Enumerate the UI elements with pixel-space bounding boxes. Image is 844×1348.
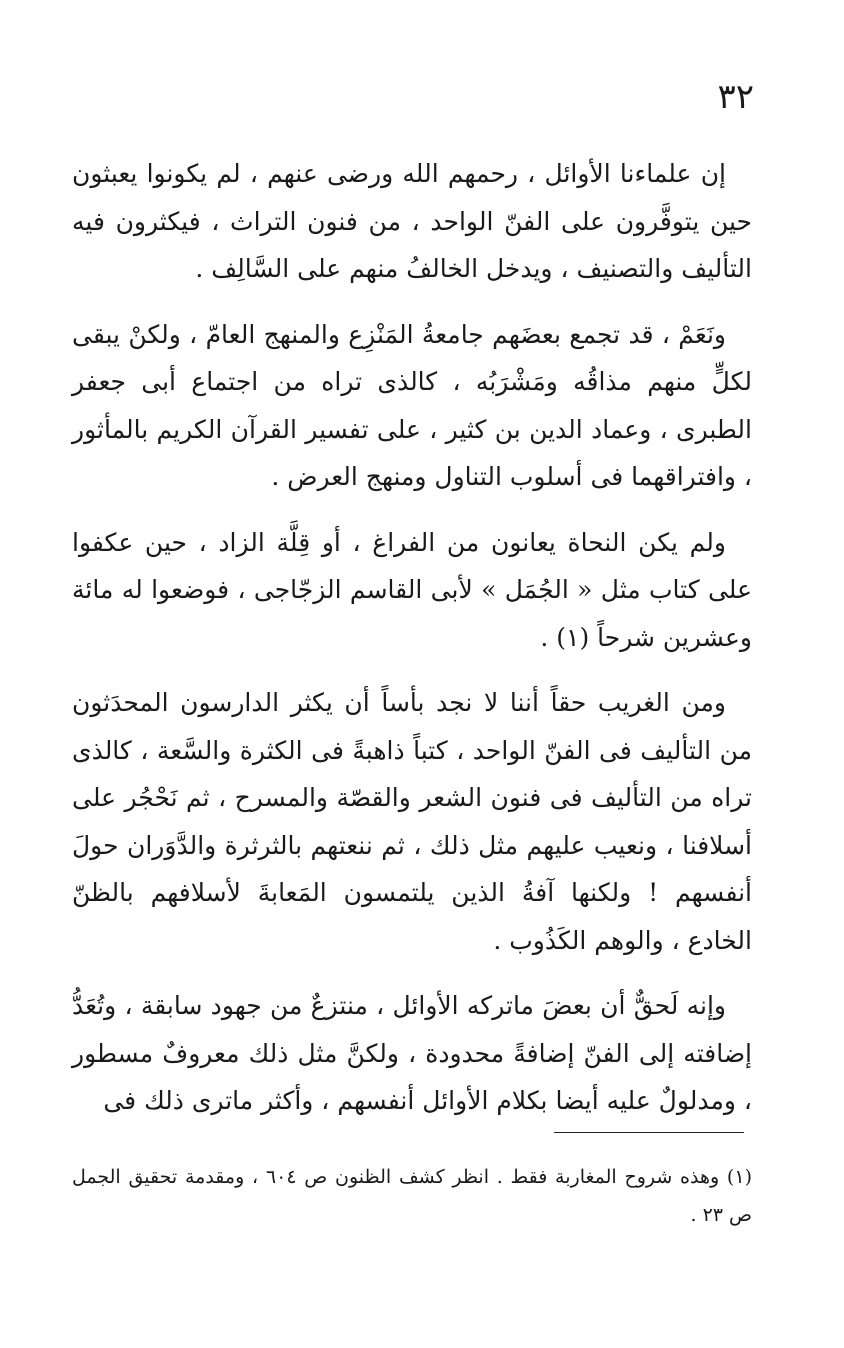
page-number: ٣٢ — [717, 77, 754, 117]
main-text — [72, 150, 752, 1143]
paragraph-5: وإنه لَحقٌّ أن بعضَ ماتركه الأوائل ، منتزعٌ من جهود سابقة ، وتُعَدُّ إضافته إلى الفنّ إضافةً محدودة ، ولكنَّ مثل ذلك معروفٌ مسطور ، ومدلولٌ عليه أيضا بكلام الأوائل أنفسهم ، وأكثر ماترى ذلك فى — [72, 991, 752, 1115]
paragraph-1: إن علماءنا الأوائل ، رحمهم الله ورضى عنهم ، لم يكونوا يعبثون حين يتوفَّرون على الفنّ الواحد ، من فنون التراث ، فيكثرون فيه التأليف والتصنيف ، ويدخل الخالفُ منهم على السَّالِف . — [72, 159, 752, 283]
paragraph-3: ولم يكن النحاة يعانون من الفراغ ، أو قِلَّة الزاد ، حين عكفوا على كتاب مثل « الجُمَل » لأبى القاسم الزجّاجى ، فوضعوا له مائة وعشرين شرحاً (١) . — [72, 527, 752, 652]
paragraph-4: ومن الغريب حقاً أننا لا نجد بأساً أن يكثر الدارسون المحدَثون من التأليف فى الفنّ الواحد ، كتباً ذاهبةً فى الكثرة والسَّعة ، كالذى تراه من التأليف فى فنون الشعر والقصّة والمسرح ، ثم نَحْجُر على أسلافنا ، ونعيب عليهم مثل ذلك ، ثم ننعتهم بالثرثرة والدَّوَران حولَ أنفسهم ! ولكنها آفةُ الذين يلتمسون المَعابةَ لأسلافهم بالظنّ الخادع ، والوهم الكَذُوب . — [72, 688, 752, 955]
footnote-divider — [554, 1132, 744, 1133]
footnotes — [72, 1158, 752, 1234]
footnote-1: (١) وهذه شروح المغاربة فقط . انظر كشف الظنون ص ٦٠٤ ، ومقدمة تحقيق الجمل ص ٢٣ . — [72, 1166, 752, 1226]
paragraph-2: ونَعَمْ ، قد تجمع بعضَهم جامعةُ المَنْزِع والمنهج العامّ ، ولكنْ يبقى لكلٍّ منهم مذاقُه ومَشْرَبُه ، كالذى تراه من اجتماع أبى جعفر الطبرى ، وعماد الدين بن كثير ، على تفسير القرآن الكريم بالمأثور ، وافتراقهما فى أسلوب التناول ومنهج العرض . — [72, 319, 752, 491]
